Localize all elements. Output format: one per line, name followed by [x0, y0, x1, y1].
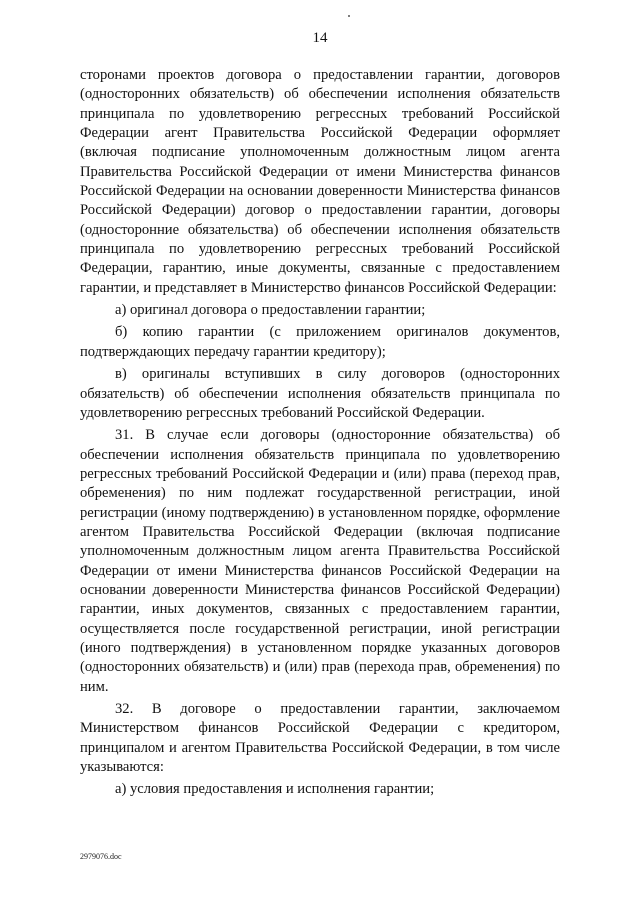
footer-document-code: 2979076.doc [80, 852, 122, 861]
list-item-a-2: а) условия предоставления и исполнения гарантии; [115, 781, 435, 798]
paragraph-31: 31. В случае если договоры (односторонние обязательства) об обеспечении исполнения обязательств принципала по удовлетворению регрессных требований Российской Федерации и (или) права (переход прав, обременения) по ним подлежат государственной регистрации, иной регистрации (иному подтверждению) в установленном порядке, оформление агентом Правительства Российской Федерации (включая подписание уполномоченным должностным лицом агента Правительства Российской Федерации от имени Министерства финансов Российской Федерации на основании доверенности Министерства финансов Российской Федерации) гарантии, иных документов, связанных с предоставлением гарантии, осуществляется после государственной регистрации, иной регистрации (иного подтверждения) в установленном порядке указанных договоров (односторонних обязательств) и (или) прав (перехода прав, обременения) по ним. [80, 427, 560, 695]
list-item-a: а) оригинал договора о предоставлении гарантии; [115, 302, 426, 319]
list-item-c: в) оригиналы вступивших в силу договоров (односторонних обязательств) об обеспечении исполнения обязательств принципала по удовлетворению регрессных требований Российской Федерации. [80, 366, 560, 421]
paragraph-continuation: сторонами проектов договора о предоставлении гарантии, договоров (односторонних обязательств) об обеспечении исполнения обязательств принципала по удовлетворению регрессных требований Российской Федерации агент Правительства Российской Федерации оформляет (включая подписание уполномоченным должностным лицом агента Правительства Российской Федерации от имени Министерства финансов Российской Федерации на основании доверенности Министерства финансов Российской Федерации) договор о предоставлении гарантии, договоры (односторонние обязательства) об обеспечении исполнения обязательств принципала по удовлетворению регрессных требований Российской Федерации, гарантию, иные документы, связанные с предоставлением гарантии, и представляет в Министерство финансов Российской Федерации: [80, 67, 560, 296]
list-item-b: б) копию гарантии (с приложением оригиналов документов, подтверждающих передачу гарантии кредитору); [80, 324, 560, 360]
scan-speck [348, 15, 350, 17]
paragraph-32: 32. В договоре о предоставлении гарантии, заключаемом Министерством финансов Российской Федерации с кредитором, принципалом и агентом Правительства Российской Федерации, в том числе указываются: [80, 701, 560, 776]
page-number: 14 [312, 30, 328, 46]
document-body [80, 66, 560, 800]
